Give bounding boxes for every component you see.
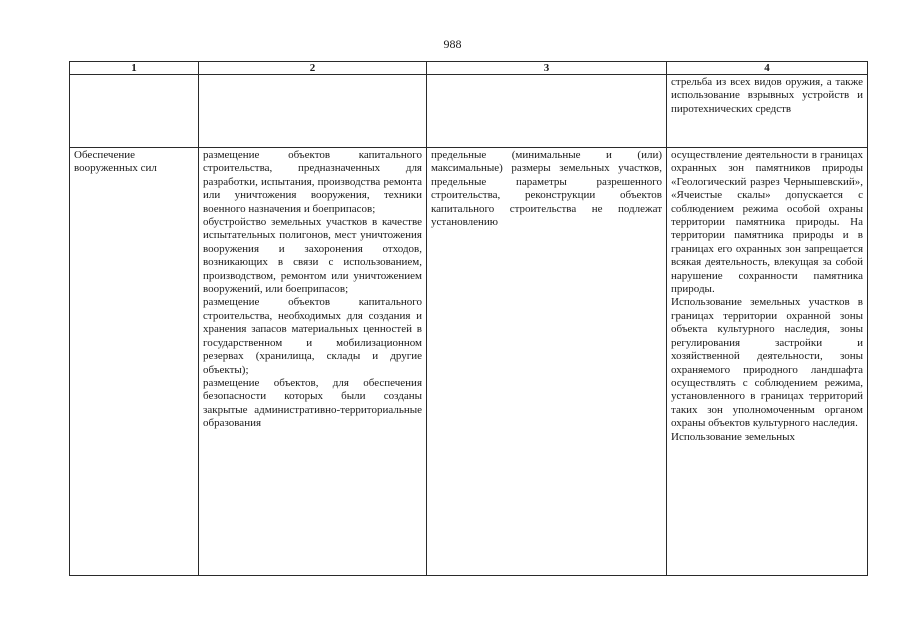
table-row [70,75,868,148]
table-header-row [70,62,868,75]
table-cell [667,148,868,576]
column-header-1: 1 [70,62,199,75]
table-row [70,148,868,576]
use-description-paragraph: размещение объектов капитального строительства, предназначенных для разработки, испытания, производства ремонта или уничтожения вооружения, техники военного назначения и боеприпасов; [203,149,422,215]
restrictions-paragraph: осуществление деятельности в границах охранных зон памятников природы «Геологический разрез Чернышевский», «Ячеистые скалы» допускается с соблюдением режима особой охраны территории памятника природы. На территории памятника природы и в границах его охранных зон запрещается всякая деятельность, влекущая за собой нарушение сохранности памятника природы. [671,149,863,296]
table-cell [199,75,427,148]
table-cell [427,148,667,576]
page-number: 988 [443,37,462,51]
restrictions-paragraph: Использование земельных участков в границах территории охранной зоны объекта культурного наследия, зоны регулирования застройки и хозяйственной деятельности, зоны охраняемого природного ландшафта осуществлять с соблюдением режима, установленного в границах территорий таких зон уполномоченным органом охраны объектов культурного наследия. [671,296,863,430]
table-cell [199,148,427,576]
parameters-text: предельные (минимальные и (или) максимальные) размеры земельных участков, предельные параметры разрешенного строительства, реконструкции объектов капитального строительства не подлежат установлению [431,149,662,229]
table-cell [667,75,868,148]
table-cell [427,75,667,148]
land-use-type: Обеспечение вооруженных сил [74,149,157,175]
cell-text: стрельба из всех видов оружия, а также использование взрывных устройств и пиротехнических средств [671,76,863,115]
use-description-paragraph: размещение объектов капитального строительства, необходимых для создания и хранения запасов материальных ценностей в государственном и мобилизационном резервах (хранилища, склады и другие объекты); [203,296,422,376]
column-header-3: 3 [427,62,667,75]
column-header-4: 4 [667,62,868,75]
restrictions-paragraph: Использование земельных [671,430,796,443]
regulations-table [69,61,868,576]
use-description-paragraph: размещение объектов, для обеспечения безопасности которых были созданы закрытые административно-территориальные образования [203,376,422,430]
table-cell [70,148,199,576]
table-cell [70,75,199,148]
use-description-paragraph: обустройство земельных участков в качестве испытательных полигонов, мест уничтожения вооружения и захоронения отходов, возникающих в связи с использованием, производством, ремонтом или уничтожением вооружений, или боеприпасов; [203,216,422,296]
column-header-2: 2 [199,62,427,75]
